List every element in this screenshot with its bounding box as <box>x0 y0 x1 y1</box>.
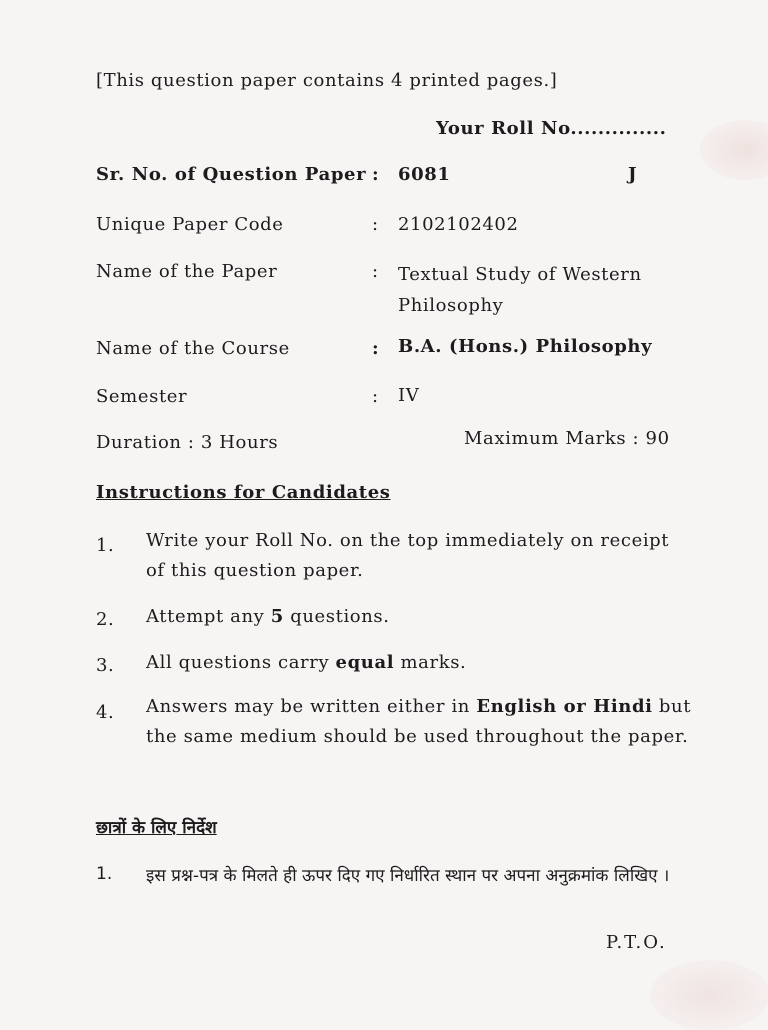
list-item-text <box>146 648 691 678</box>
semester-label: Semester <box>96 386 188 407</box>
maximum-marks: Maximum Marks : 90 <box>464 428 670 449</box>
list-item-number: 1. <box>96 864 113 884</box>
colon: : <box>372 164 380 185</box>
sr-no-label: Sr. No. of Question Paper <box>96 164 367 185</box>
pages-note: [This question paper contains 4 printed pages.] <box>96 70 558 91</box>
list-item-text <box>146 602 691 632</box>
hindi-instructions-title: छात्रों के लिए निर्देश <box>96 818 217 838</box>
list-item-number: 3. <box>96 655 115 676</box>
hindi-instruction-text: इस प्रश्न-पत्र के मिलते ही ऊपर दिए गए निर्धारित स्थान पर अपना अनुक्रमांक लिखिए । <box>146 866 670 886</box>
paper-stain <box>700 120 768 180</box>
paper-stain <box>650 960 768 1030</box>
semester-value: IV <box>398 385 420 406</box>
text-segment: Answers may be written either in <box>146 696 477 717</box>
duration: Duration : 3 Hours <box>96 432 279 453</box>
colon: : <box>372 261 379 282</box>
course-value: B.A. (Hons.) Philosophy <box>398 336 653 357</box>
sr-no-value: 6081 <box>398 164 451 185</box>
roll-number-field: Your Roll No.............. <box>436 118 667 139</box>
text-segment: Attempt any <box>146 606 271 627</box>
please-turn-over: P.T.O. <box>606 932 667 953</box>
list-item-number: 4. <box>96 702 115 723</box>
text-segment: marks. <box>394 652 467 673</box>
list-item-text <box>146 692 696 752</box>
text-segment: questions. <box>283 606 390 627</box>
course-label: Name of the Course <box>96 338 290 359</box>
text-segment: but the same medium should be used throughout the paper. <box>146 696 692 747</box>
text-emphasis: 5 <box>270 606 284 627</box>
colon: : <box>372 386 379 407</box>
paper-name-value: Textual Study of Western Philosophy <box>398 264 642 316</box>
text-segment: All questions carry <box>146 652 336 673</box>
paper-name-label: Name of the Paper <box>96 261 278 282</box>
instructions-title: Instructions for Candidates <box>96 482 391 503</box>
list-item-text: Write your Roll No. on the top immediately on receipt of this question paper. <box>146 530 670 581</box>
colon: : <box>372 338 380 359</box>
colon: : <box>372 214 379 235</box>
list-item-number: 1. <box>96 535 115 556</box>
unique-code-label: Unique Paper Code <box>96 214 284 235</box>
text-emphasis: English or Hindi <box>476 696 653 717</box>
set-code: J <box>628 164 638 185</box>
text-emphasis: equal <box>335 652 395 673</box>
list-item-number: 2. <box>96 609 115 630</box>
unique-code-value: 2102102402 <box>398 214 519 235</box>
